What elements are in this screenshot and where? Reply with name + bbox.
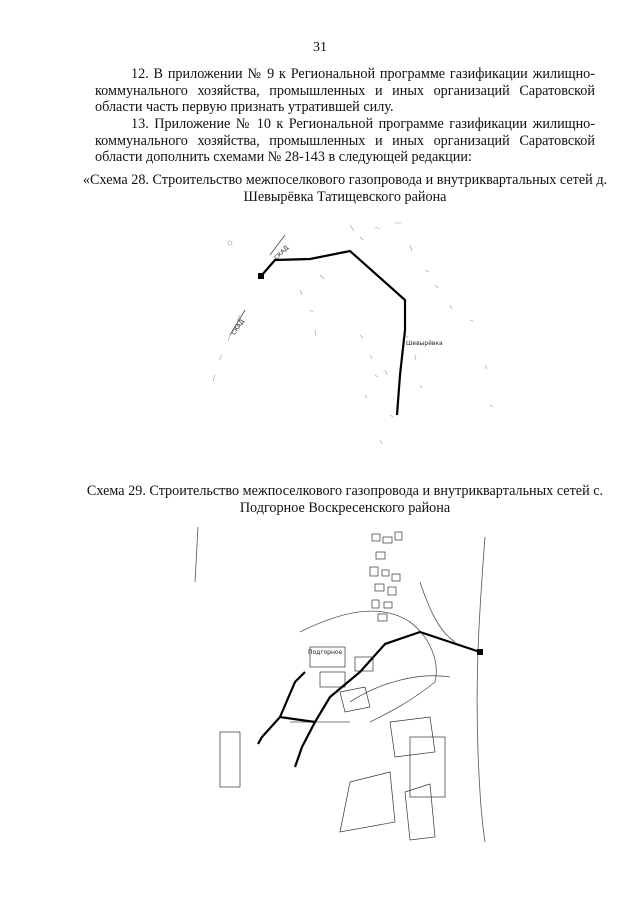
gas-pipeline-line <box>262 251 405 415</box>
page-number: 31 <box>313 40 327 55</box>
village-blocks <box>220 647 445 840</box>
paragraph-13: 13. Приложение № 10 к Региональной программе газификации жилищно-коммунального хозяйства, промышленных и иных организаций Саратовской области дополнить схемами № 28-143 в следующей редакции: <box>95 116 595 165</box>
village-label: Подгорное <box>308 649 343 656</box>
scheme-28-map <box>200 215 500 460</box>
scheme-29-map <box>190 522 495 847</box>
gas-pipeline-line <box>258 632 480 767</box>
pipeline-start-marker <box>477 649 483 655</box>
pipeline-start-marker <box>258 273 264 279</box>
village-label: Шевырёвка <box>406 340 443 347</box>
paragraph-12: 12. В приложении № 9 к Региональной программе газификации жилищно-коммунального хозяйства, промышленных и иных организаций Саратовской области часть первую признать утратившей силу. <box>95 66 595 115</box>
map-background-marks <box>213 223 493 444</box>
scheme-29-title: Схема 29. Строительство межпоселкового газопровода и внутриквартальных сетей с. Подгорное Воскресенского района <box>86 483 604 516</box>
scheme-28-title: «Схема 28. Строительство межпоселкового газопровода и внутриквартальных сетей д. Шевырёвка Татищевского района <box>82 172 608 205</box>
road-label-2: СКАД <box>230 318 247 337</box>
building-cluster-top <box>370 532 402 621</box>
map-boundaries <box>195 527 485 842</box>
road-label-1: СКАД <box>273 244 291 262</box>
